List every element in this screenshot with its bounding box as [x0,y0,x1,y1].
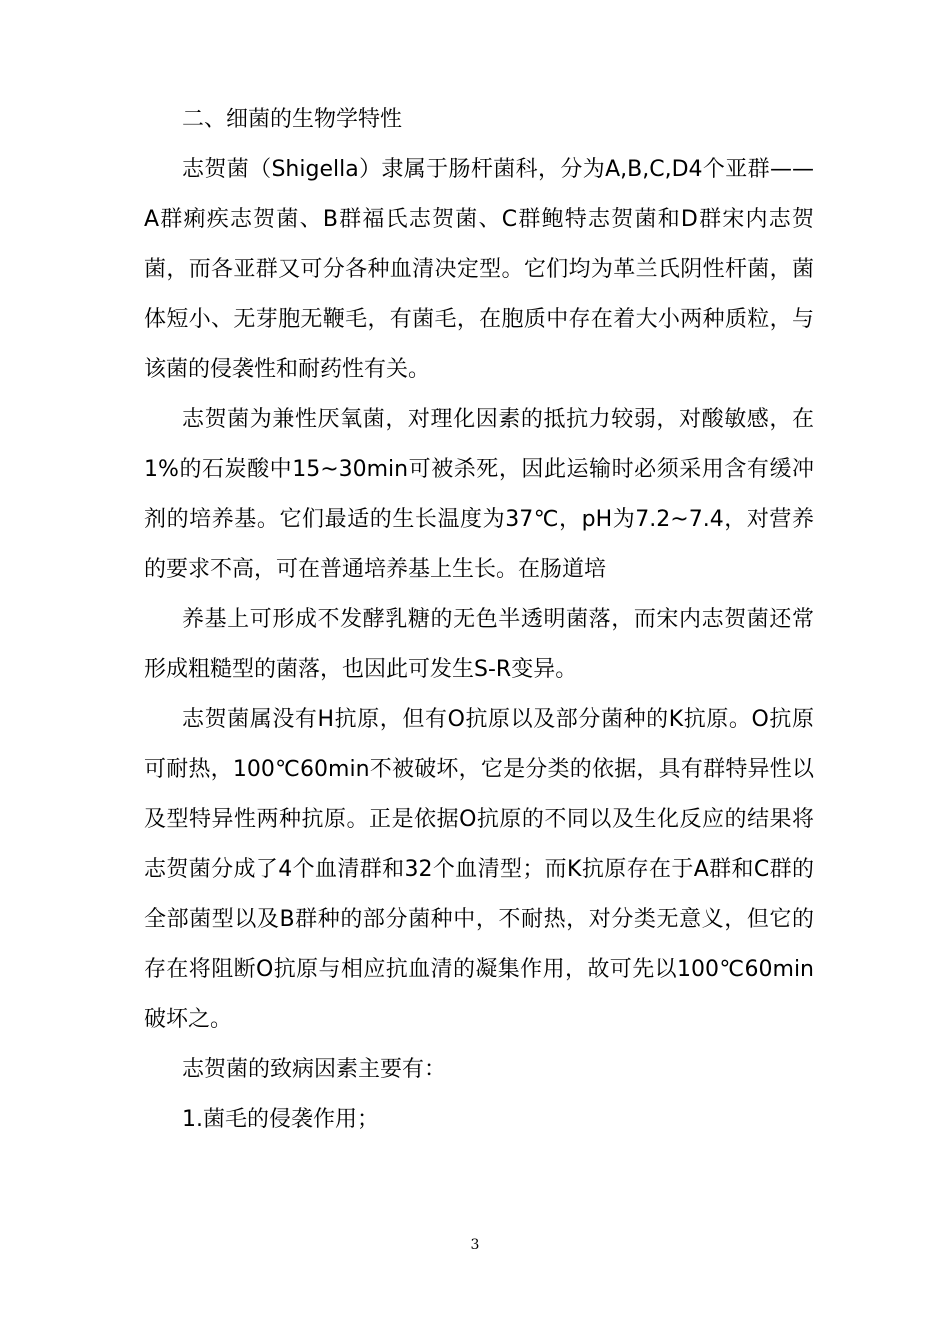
section-heading: 二、细菌的生物学特性 [182,107,403,132]
list-item-pili: 1.菌毛的侵袭作用； [182,1107,379,1132]
page-number: 3 [470,1237,480,1253]
paragraph-culture: 志贺菌为兼性厌氧菌，对理化因素的抵抗力较弱，对酸敏感，在1%的石炭酸中15~30min可被杀死，因此运输时必须采用含有缓冲剂的培养基。它们最适的生长温度为37℃，pH为7.2~7.4，对营养的要求不高，可在普通培养基上生长。在肠道培 [144,407,814,582]
paragraph-pathogenic-factors: 志贺菌的致病因素主要有： [182,1057,447,1082]
paragraph-classification: 志贺菌（Shigella）隶属于肠杆菌科，分为A,B,C,D4个亚群——A群痢疾志贺菌、B群福氏志贺菌、C群鲍特志贺菌和D群宋内志贺菌，而各亚群又可分各种血清决定型。它们均为革兰氏阴性杆菌，菌体短小、无芽胞无鞭毛，有菌毛，在胞质中存在着大小两种质粒，与该菌的侵袭性和耐药性有关。 [144,157,814,382]
document-body [144,95,814,1145]
paragraph-antigen: 志贺菌属没有H抗原，但有O抗原以及部分菌种的K抗原。O抗原可耐热，100℃60min不被破坏，它是分类的依据，具有群特异性以及型特异性两种抗原。正是依据O抗原的不同以及生化反应的结果将志贺菌分成了4个血清群和32个血清型；而K抗原存在于A群和C群的全部菌型以及B群种的部分菌种中，不耐热，对分类无意义，但它的存在将阻断O抗原与相应抗血清的凝集作用，故可先以100℃60min破坏之。 [144,707,814,1032]
paragraph-colony: 养基上可形成不发酵乳糖的无色半透明菌落，而宋内志贺菌还常形成粗糙型的菌落，也因此可发生S-R变异。 [144,607,814,682]
